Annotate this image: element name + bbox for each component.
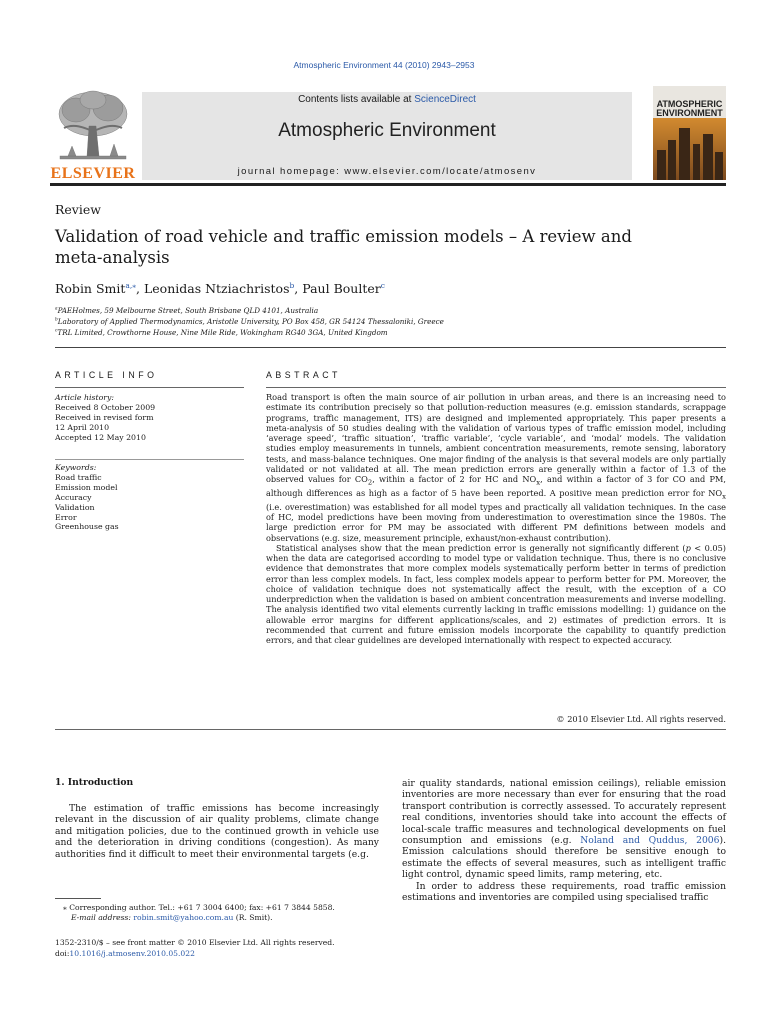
author-affiliation-marker[interactable]: b bbox=[289, 281, 295, 290]
history-line: Received 8 October 2009 bbox=[55, 402, 156, 412]
body-text: ). Emission calculations should therefore be sensitive enough to estimate the effects of several measures, such as intelligent traffic light control, dynamic speed limits, ramp metering, etc. bbox=[402, 835, 727, 881]
footnote-divider bbox=[55, 898, 101, 899]
abstract-text: Road transport is often the main source of air pollution in urban areas, and there is an increasing need to estimate its contribution precisely so that pollution-reduction measures (e.g. emission standards, scrappage programs, traffic management, ITS) are designed and implemented appropriately. This paper presents a meta-analysis of 50 studies dealing with the validation of various types of traffic emission model, including ‘average speed’, ‘traffic situation’, ‘traffic variable’, ‘cycle variable’, and ‘modal’ models. The validation studies employ measurements in tunnels, ambient concentration measurements, remote sensing, laboratory tests, and mass-balance techniques. One major finding of the analysis is that several models are only partially validated or not validated at all. The mean prediction errors are generally within a factor of 1.3 of the observed values for CO bbox=[266, 392, 726, 484]
subscript: x bbox=[722, 492, 726, 501]
keyword-item: Emission model bbox=[55, 482, 118, 492]
journal-homepage[interactable]: journal homepage: www.elsevier.com/locate/atmosenv bbox=[237, 166, 537, 177]
affiliation-text: PAEHolmes, 59 Melbourne Street, South Brisbane QLD 4101, Australia bbox=[57, 306, 319, 315]
footnote-marker: ⁎ bbox=[63, 903, 67, 912]
doi-line bbox=[55, 949, 385, 960]
author-affiliation-marker[interactable]: c bbox=[380, 281, 385, 290]
affiliation-marker: c bbox=[55, 328, 58, 334]
keyword-item: Error bbox=[55, 512, 77, 522]
journal-citation[interactable]: Atmospheric Environment 44 (2010) 2943–2953 bbox=[293, 60, 475, 70]
affiliation-b bbox=[55, 317, 444, 326]
keywords-list bbox=[55, 463, 245, 532]
abstract-heading: ABSTRACT bbox=[266, 370, 341, 380]
affiliation-marker: a bbox=[55, 306, 58, 312]
abstract-text: Statistical analyses show that the mean prediction error is generally not significantly different ( bbox=[276, 542, 686, 553]
doi-link[interactable]: 10.1016/j.atmosenv.2010.05.022 bbox=[69, 948, 195, 958]
author-name[interactable]: Leonidas Ntziachristos bbox=[143, 281, 290, 297]
corresponding-author-footnote bbox=[55, 903, 385, 923]
author-list bbox=[55, 281, 385, 296]
keyword-item: Road traffic bbox=[55, 472, 102, 482]
reference-link[interactable]: Noland and Quddus, 2006 bbox=[580, 835, 720, 847]
sciencedirect-link[interactable]: ScienceDirect bbox=[414, 94, 476, 105]
abstract-divider bbox=[266, 387, 726, 388]
body-paragraph: In order to address these requirements, road traffic emission estimations and inventories are compiled using specialised traffic bbox=[402, 880, 726, 904]
footnote-email-line bbox=[55, 913, 385, 923]
cover-building bbox=[657, 150, 666, 180]
history-line: 12 April 2010 bbox=[55, 422, 110, 432]
body-paragraph: The estimation of traffic emissions has become increasingly relevant in the discussion of air quality problems, climate change and mitigation policies, due to the continued growth in vehicle use and the deterioration in driving conditions (congestion). As many authorities find it difficult to meet their environmental targets (e.g. bbox=[55, 803, 379, 860]
cover-building bbox=[693, 144, 700, 180]
abstract-text: , within a factor of 2 for HC and NO bbox=[372, 474, 537, 484]
affiliation-text: Laboratory of Applied Thermodynamics, Aristotle University, PO Box 458, GR 54124 Thessaloniki, Greece bbox=[57, 317, 444, 326]
keywords-label: Keywords: bbox=[55, 463, 97, 472]
author-name[interactable]: Robin Smit bbox=[55, 281, 126, 297]
abstract-body bbox=[266, 392, 726, 645]
history-line: Accepted 12 May 2010 bbox=[55, 432, 146, 442]
title-divider bbox=[55, 347, 726, 348]
subscript: x bbox=[536, 478, 541, 487]
article-history bbox=[55, 393, 245, 443]
abstract-copyright: © 2010 Elsevier Ltd. All rights reserved. bbox=[556, 714, 726, 724]
abstract-bottom-divider bbox=[55, 729, 726, 730]
cover-building bbox=[703, 134, 713, 180]
body-column-right bbox=[402, 778, 726, 903]
abstract-text: < 0.05) when the data are categorised according to model type or validation technique. Thus, there is no conclusive evidence that demonstrates that more complex models systematically perform better in terms of prediction error than less complex models. In fact, less complex models appear to perform better for PM. Moreover, the choice of validation technique does not systematically affect the result, with the exception of a CO underprediction when the validation is based on ambient concentration measurements and inverse modelling. The analysis identified two vital elements currently lacking in traffic emissions modelling: 1) guidance on the allowable error margins for different applications/scales, and 2) estimates of prediction errors. It is recommended that current and future emission models incorporate the capability to quantify prediction errors, and that clear guidelines are developed internationally with respect to expected accuracy. bbox=[266, 542, 726, 646]
footnote-line bbox=[55, 903, 385, 913]
keywords-divider bbox=[55, 459, 244, 460]
affiliation-a bbox=[55, 306, 318, 315]
subscript: 2 bbox=[367, 478, 373, 487]
cover-building bbox=[668, 140, 676, 180]
keyword-item: Validation bbox=[55, 502, 95, 512]
abstract-text: , and within a factor of 3 for CO and PM, although differences as high as a factor of 5 have been reported. A positive mean prediction error for NO bbox=[266, 474, 726, 498]
article-info-divider bbox=[55, 387, 244, 388]
article-info-heading: ARTICLE INFO bbox=[55, 370, 158, 380]
affiliation-marker: b bbox=[55, 317, 58, 323]
p-value-symbol: p bbox=[685, 542, 691, 553]
author-affiliation-marker[interactable]: a,⁎ bbox=[125, 281, 137, 290]
history-line: Received in revised form bbox=[55, 412, 154, 422]
email-label: E-mail address: bbox=[71, 913, 131, 922]
body-paragraph bbox=[402, 778, 726, 881]
journal-title: Atmospheric Environment bbox=[278, 120, 496, 141]
article-type-label: Review bbox=[55, 202, 101, 217]
paper-title: Validation of road vehicle and traffic emission models – A review and meta-analysis bbox=[55, 227, 632, 267]
front-matter-line: 1352-2310/$ – see front matter © 2010 Elsevier Ltd. All rights reserved. bbox=[55, 938, 335, 947]
introduction-heading: 1. Introduction bbox=[55, 777, 134, 788]
keyword-item: Accuracy bbox=[55, 492, 92, 502]
doi-prefix: doi: bbox=[55, 948, 70, 958]
cover-building bbox=[679, 128, 690, 180]
cover-building bbox=[715, 152, 723, 180]
keyword-item: Greenhouse gas bbox=[55, 522, 119, 532]
cover-title bbox=[653, 100, 726, 118]
journal-cover-thumbnail[interactable] bbox=[653, 86, 726, 180]
email-suffix: (R. Smit). bbox=[233, 913, 273, 922]
author-separator: , bbox=[294, 281, 303, 297]
cover-title-line2: ENVIRONMENT bbox=[656, 108, 723, 118]
header-divider bbox=[50, 183, 726, 186]
cover-title-line1: ATMOSPHERIC bbox=[656, 99, 723, 109]
history-label: Article history: bbox=[55, 393, 115, 402]
author-separator: , bbox=[136, 281, 144, 297]
affiliation-text: TRL Limited, Crowthorne House, Nine Mile Ride, Wokingham RG40 3GA, United Kingdom bbox=[57, 328, 388, 337]
elsevier-wordmark: ELSEVIER bbox=[50, 165, 136, 182]
author-name[interactable]: Paul Boulter bbox=[302, 281, 381, 297]
footnote-text: Corresponding author. Tel.: +61 7 3004 6400; fax: +61 7 3844 5858. bbox=[69, 903, 335, 912]
author-email-link[interactable]: robin.smit@yahoo.com.au bbox=[133, 913, 234, 922]
affiliation-c bbox=[55, 328, 388, 337]
abstract-paragraph-2 bbox=[266, 543, 726, 646]
body-text: air quality standards, national emission ceilings), reliable emission inventories are more necessary than ever for ensuring that the road transport contribution is correctly assessed. To accurately represent real conditions, inventories should take into account the effects of local-scale traffic measures and technological developments on fuel consumption and emissions (e.g. bbox=[402, 778, 726, 847]
body-column-left bbox=[55, 803, 379, 860]
contents-available-line bbox=[142, 94, 632, 105]
abstract-text: (i.e. overestimation) was established for all model types and practically all validation techniques. In the case of HC, model predictions have been moving from underestimation to overestimation since the 1980s. The large prediction error for PM may be associated with different PM definitions between models and observations (e.g. size, measurement principle, exhaust/non-exhaust contribution). bbox=[266, 501, 726, 543]
contents-prefix: Contents lists available at bbox=[298, 94, 415, 105]
abstract-paragraph-1 bbox=[266, 392, 726, 543]
front-matter-info bbox=[55, 938, 385, 959]
